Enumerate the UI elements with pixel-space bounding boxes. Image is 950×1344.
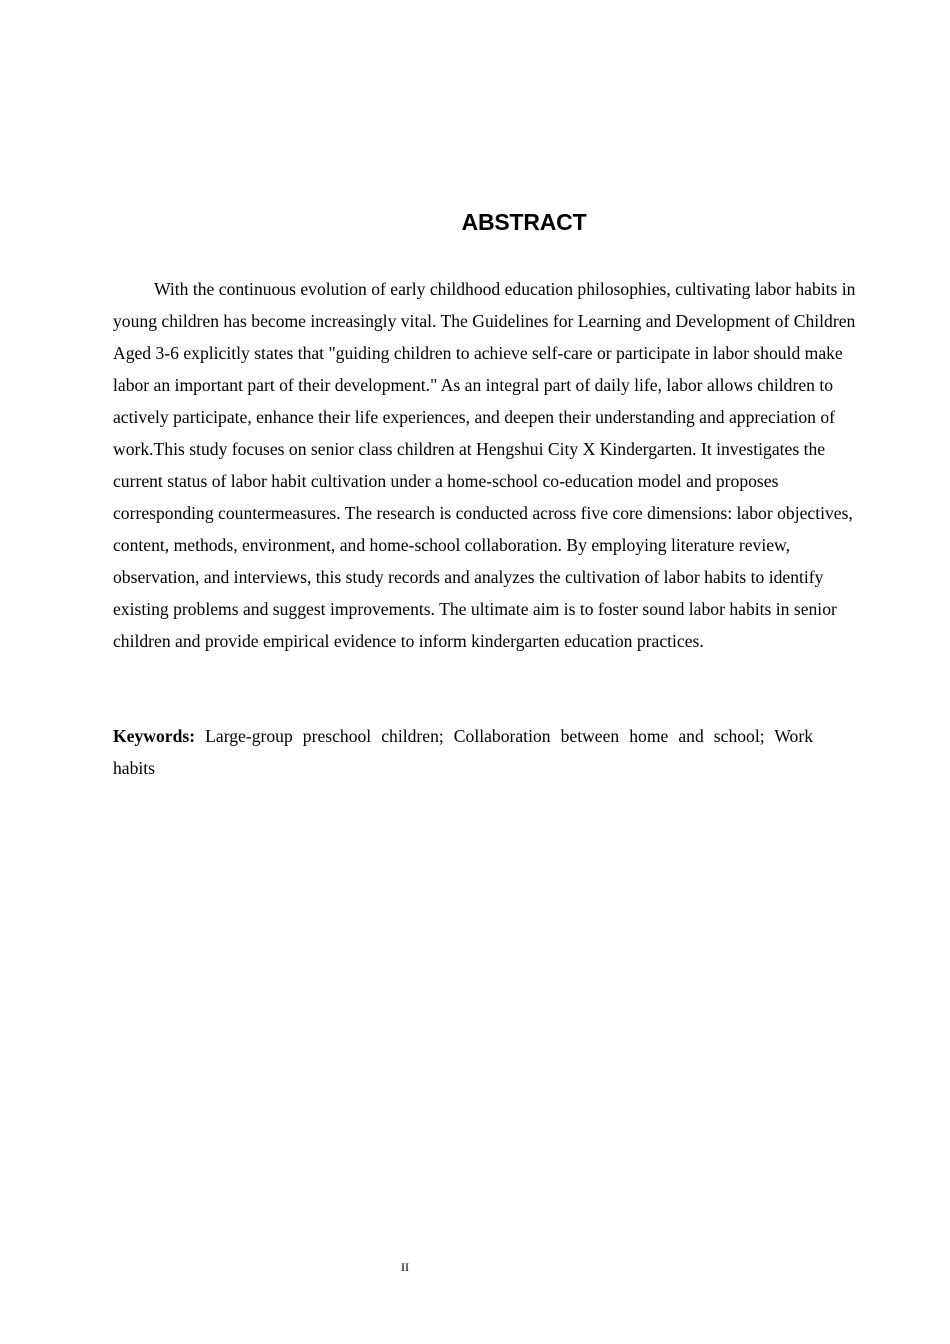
abstract-body: With the continuous evolution of early childhood education philosophies, cultivating labor habits in young children has become increasingly vital. The Guidelines for Learning and Development of Children Aged 3-6 explicitly states that "guiding children to achieve self-care or participate in labor should make labor an important part of their development." As an integral part of daily life, labor allows children to actively participate, enhance their life experiences, and deepen their understanding and appreciation of work.This study focuses on senior class children at Hengshui City X Kindergarten. It investigates the current status of labor habit cultivation under a home-school co-education model and proposes corresponding countermeasures. The research is conducted across five core dimensions: labor objectives, content, methods, environment, and home-school collaboration. By employing literature review, observation, and interviews, this study records and analyzes the cultivation of labor habits to identify existing problems and suggest improvements. The ultimate aim is to foster sound labor habits in senior children and provide empirical evidence to inform kindergarten education practices. [113,279,856,651]
abstract-title: ABSTRACT [461,209,587,235]
keywords-label: Keywords: [113,726,196,746]
page-number: II [401,1260,409,1274]
keywords-text: Large-group preschool children; Collaboration between home and school; Work habits [113,726,813,778]
keywords-line [113,720,813,784]
